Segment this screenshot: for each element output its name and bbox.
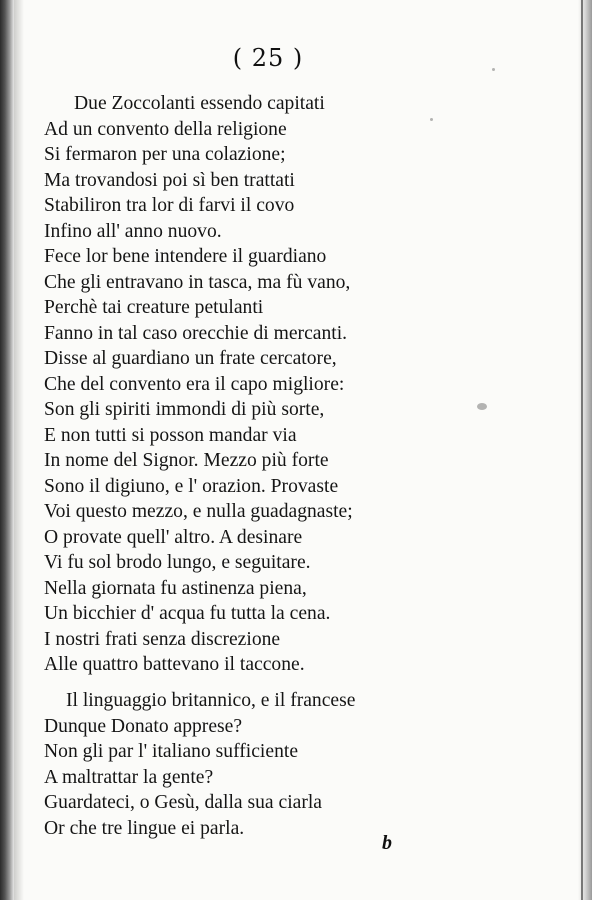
verse-line: In nome del Signor. Mezzo più forte xyxy=(44,450,329,471)
ink-smudge xyxy=(477,403,487,410)
verse-line: Due Zoccolanti essendo capitati xyxy=(74,93,325,114)
verse-line: Fece lor bene intendere il guardiano xyxy=(44,246,327,267)
verse-line: Nella giornata fu astinenza piena, xyxy=(44,577,307,599)
verse-line: Guardateci, o Gesù, dalla sua ciarla xyxy=(44,792,322,813)
verse-line: A maltrattar la gente? xyxy=(44,766,214,788)
page-number: ( 25 ) xyxy=(232,44,304,72)
verse-line: Non gli par l' italiano sufficiente xyxy=(44,741,299,762)
verse-line: O provate quell' altro. A desinare xyxy=(44,526,303,548)
verse-line: Disse al guardiano un frate cercatore, xyxy=(44,348,337,369)
signature-mark: b xyxy=(382,832,392,854)
verse-line: Che del convento era il capo migliore: xyxy=(44,373,345,395)
verse-line: Ad un convento della religione xyxy=(44,118,287,140)
page-edge-line xyxy=(581,0,583,900)
verse-line: Stabiliron tra lor di farvi il covo xyxy=(44,195,295,216)
verse-line: Ma trovandosi poi sì ben trattati xyxy=(44,169,295,191)
ink-speck xyxy=(430,118,433,121)
verse-line: Perchè tai creature petulanti xyxy=(44,297,264,318)
verse-line: Voi questo mezzo, e nulla guadagnaste; xyxy=(44,501,353,522)
verse-line: Sono il digiuno, e l' orazion. Provaste xyxy=(44,475,339,497)
gutter-shadow xyxy=(14,0,24,900)
verse-line: Il linguaggio britannico, e il francese xyxy=(66,690,356,711)
verse-line: Dunque Donato apprese? xyxy=(44,715,243,737)
verse-line: Un bicchier d' acqua fu tutta la cena. xyxy=(44,603,331,624)
verse-line: I nostri frati senza discrezione xyxy=(44,628,281,650)
verse-line: Infino all' anno nuovo. xyxy=(44,220,222,242)
book-binding-shadow xyxy=(0,0,14,900)
ink-speck xyxy=(492,68,495,71)
verse-line: Si fermaron per una colazione; xyxy=(44,144,286,165)
verse-line: Son gli spiriti immondi di più sorte, xyxy=(44,399,325,420)
stanza-2 xyxy=(44,688,504,841)
verse-line: E non tutti si posson mandar via xyxy=(44,424,297,446)
verse-line: Or che tre lingue ei parla. xyxy=(44,817,245,839)
verse-line: Che gli entravano in tasca, ma fù vano, xyxy=(44,271,351,293)
verse-line: Fanno in tal caso orecchie di mercanti. xyxy=(44,322,348,344)
stanza-1 xyxy=(44,91,504,678)
verse-line: Alle quattro battevano il taccone. xyxy=(44,654,305,675)
verse-line: Vi fu sol brodo lungo, e seguitare. xyxy=(44,552,311,573)
